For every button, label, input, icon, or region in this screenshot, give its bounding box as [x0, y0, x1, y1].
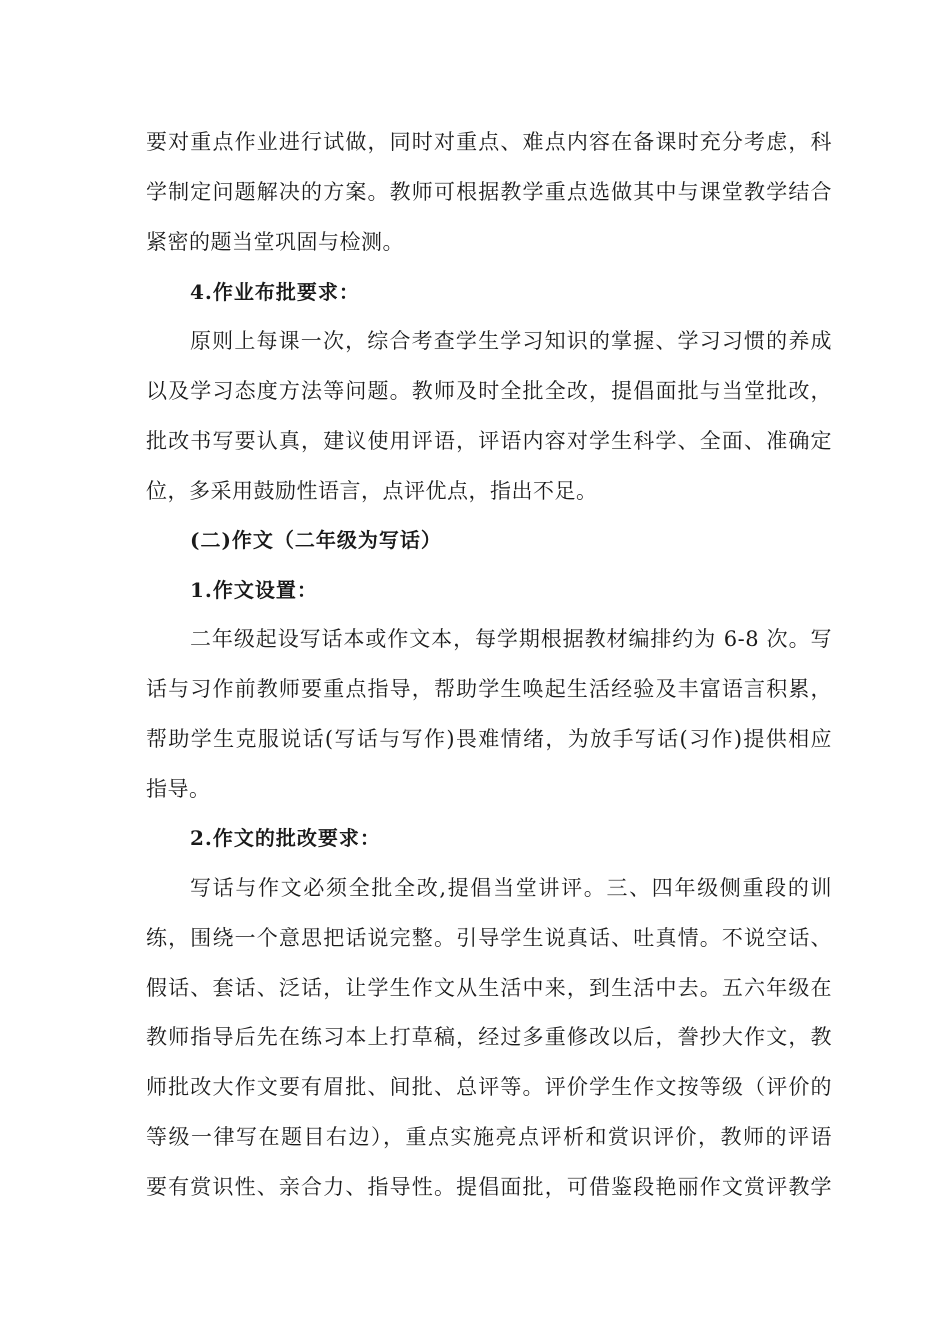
paragraph-line: 帮助学生克服说话(写话与写作)畏难情绪，为放手写话(习作)提供相应	[146, 727, 832, 751]
section-heading: (二)作文（二年级为写话）	[190, 528, 442, 552]
paragraph-line: 指导。	[146, 777, 211, 801]
paragraph-line: 位，多采用鼓励性语言，点评优点，指出不足。	[146, 479, 598, 503]
paragraph-line: 师批改大作文要有眉批、间批、总评等。评价学生作文按等级（评价的	[146, 1075, 832, 1099]
paragraph-line: 以及学习态度方法等问题。教师及时全批全改，提倡面批与当堂批改，	[146, 379, 832, 403]
paragraph-line: 等级一律写在题目右边），重点实施亮点评析和赏识评价，教师的评语	[146, 1125, 832, 1149]
paragraph-line: 假话、套话、泛话，让学生作文从生活中来，到生活中去。五六年级在	[146, 976, 832, 1000]
paragraph-line: 写话与作文必须全批全改,提倡当堂讲评。三、四年级侧重段的训	[190, 876, 832, 900]
subsection-heading: 2.作文的批改要求：	[190, 826, 381, 850]
paragraph-line: 要对重点作业进行试做，同时对重点、难点内容在备课时充分考虑，科	[146, 130, 832, 154]
paragraph-line: 学制定问题解决的方案。教师可根据教学重点选做其中与课堂教学结合	[146, 180, 832, 204]
paragraph-line: 话与习作前教师要重点指导，帮助学生唤起生活经验及丰富语言积累，	[146, 677, 832, 701]
paragraph-line: 要有赏识性、亲合力、指导性。提倡面批，可借鉴段艳丽作文赏评教学	[146, 1175, 832, 1199]
section-heading: 4.作业布批要求：	[190, 280, 360, 304]
paragraph-line: 二年级起设写话本或作文本，每学期根据教材编排约为 6-8 次。写	[190, 627, 832, 651]
paragraph-line: 批改书写要认真，建议使用评语，评语内容对学生科学、全面、准确定	[146, 429, 832, 453]
subsection-heading: 1.作文设置：	[190, 578, 318, 602]
paragraph-line: 教师指导后先在练习本上打草稿，经过多重修改以后，誊抄大作文，教	[146, 1025, 832, 1049]
paragraph-line: 原则上每课一次，综合考查学生学习知识的掌握、学习习惯的养成	[190, 329, 832, 353]
paragraph-line: 练，围绕一个意思把话说完整。引导学生说真话、吐真情。不说空话、	[146, 926, 832, 950]
paragraph-line: 紧密的题当堂巩固与检测。	[146, 230, 404, 254]
